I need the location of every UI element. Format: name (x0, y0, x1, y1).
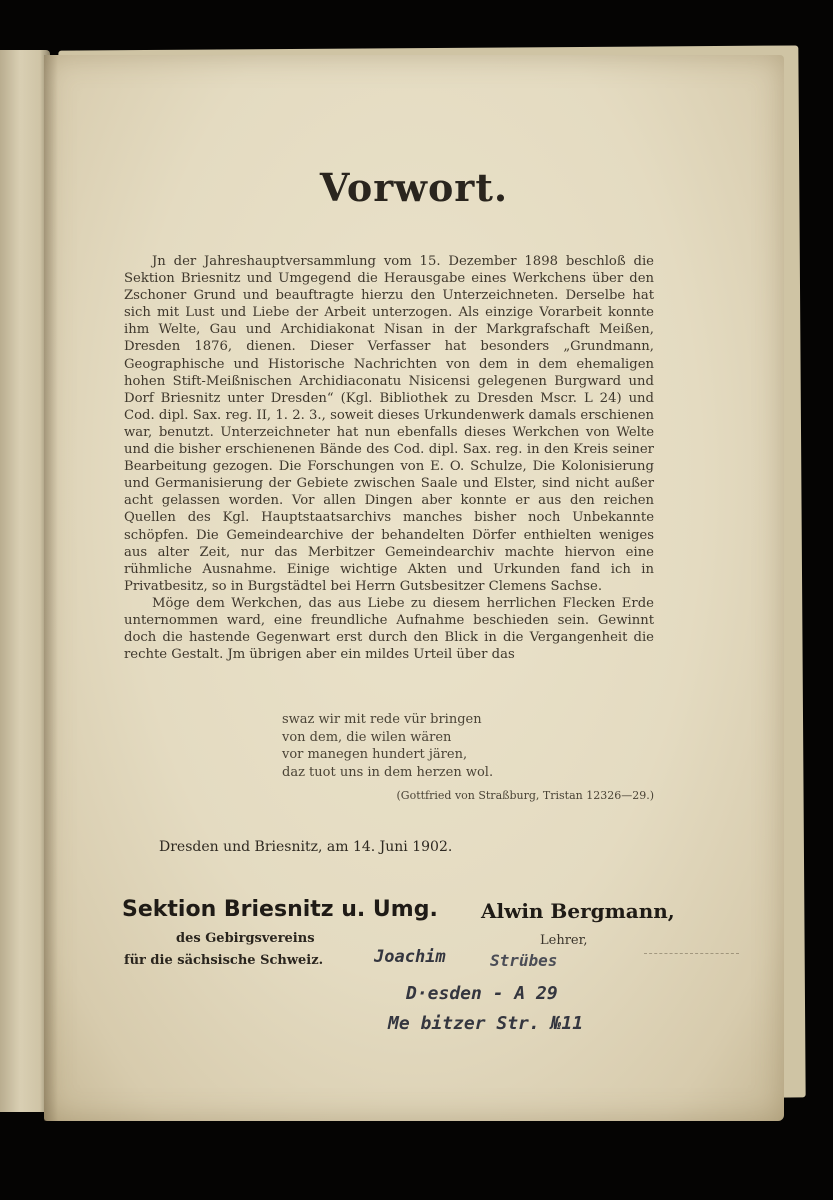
paragraph-1: Jn der Jahreshauptversammlung vom 15. Dezember 1898 beschloß die Sektion Briesnitz und Umgegend die Herausgabe eines Werkchens über den Zschoner Grund und beauftragte hierzu den Unterzeichneten. Derselbe hat sich mit Lust und Liebe der Arbeit unterzogen. Als einzige Vorarbeit konnte ihm Welte, Gau und Archidiakonat Nisan in der Markgrafschaft Meißen, Dresden 1876, dienen. Dieser Verfasser hat besonders „Grundmann, Geographische und Historische Nachrichten von dem in dem ehemaligen hohen Stift-Meißnischen Archidiaconatu Nisicensi gelegenen Burgward und Dorf Briesnitz unter Dresden“ (Kgl. Bibliothek zu Dresden Mscr. L 24) und Cod. dipl. Sax. reg. II, 1. 2. 3., soweit dieses Urkundenwerk damals erschienen war, benutzt. Unterzeichneter hat nun ebenfalls dieses Werkchen von Welte und die bisher erschienenen Bände des Cod. dipl. Sax. reg. in den Kreis seiner Bearbeitung gezogen. Die Forschungen von E. O. Schulze, Die Kolonisierung und Germanisierung der Gebiete zwischen Saale und Elster, sind nicht außer acht gelassen worden. Vor allen Dingen aber konnte er aus den reichen Quellen des Kgl. Hauptstaatsarchivs manches bisher noch Unbekannte schöpfen. Die Gemeindearchive der behandelten Dörfer enthielten weniges aus alter Zeit, nur das Merbitzer Gemeindearchiv machte hiervon eine rühmliche Ausnahme. Einige wichtige Akten und Urkunden fand ich in Privatbesitz, so in Burgstädtel bei Herrn Gutsbesitzer Clemens Sachse. (124, 254, 654, 594)
signature-org-name: Sektion Briesnitz u. Umg. (122, 897, 438, 922)
poem-line: von dem, die wilen wären (282, 729, 452, 745)
stamp-street: Me bitzer Str. №11 (388, 1013, 584, 1034)
signature-org-line: des Gebirgsvereins (176, 931, 315, 946)
stamp-name: Joachim (374, 947, 446, 967)
faint-stamp-mark (644, 953, 739, 955)
signature-author-name: Alwin Bergmann, (481, 899, 675, 923)
left-page-edge (0, 50, 50, 1112)
dateline: Dresden und Briesnitz, am 14. Juni 1902. (159, 839, 453, 855)
document-page (44, 55, 784, 1121)
paragraph-2: Möge dem Werkchen, das aus Liebe zu diesem herrlichen Flecken Erde unternommen ward, eine freundliche Aufnahme beschieden sein. Gewinnt doch die hastende Gegenwart erst durch den Blick in die Vergangenheit die rechte Gestalt. Jm übrigen aber ein mildes Urteil über das (124, 595, 654, 663)
page-title: Vorwort. (319, 165, 509, 210)
signature-author-title: Lehrer, (540, 933, 588, 948)
poem-line: swaz wir mit rede vür bringen (282, 712, 482, 727)
page-binding-shadow (44, 55, 58, 1121)
signature-org-line: für die sächsische Schweiz. (124, 953, 324, 968)
poem-source: (Gottfried von Straßburg, Tristan 12326—29.) (396, 789, 654, 802)
poem-line: vor manegen hundert jären, (282, 747, 468, 762)
poem-quote (282, 711, 493, 781)
poem-line: daz tuot uns in dem herzen wol. (282, 764, 494, 780)
stamp-city: D·esden - A 29 (406, 983, 558, 1004)
stamp-surname: Strübes (490, 951, 558, 970)
body-text (124, 253, 654, 663)
